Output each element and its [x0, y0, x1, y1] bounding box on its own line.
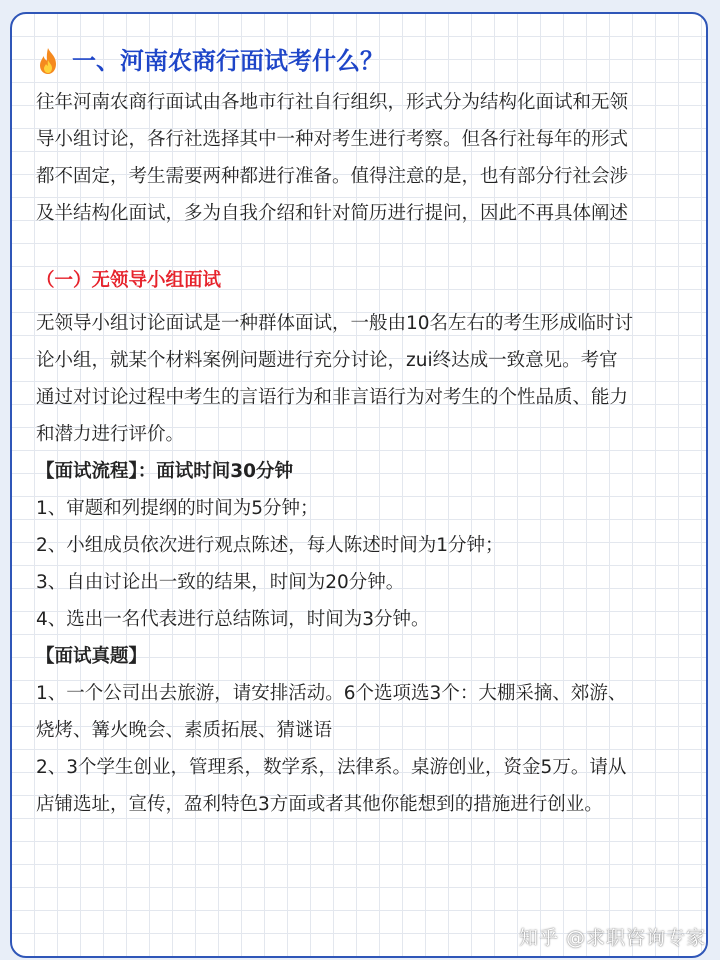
intro-line: 及半结构化面试，多为自我介绍和针对简历进行提问，因此不再具体阐述	[36, 203, 629, 224]
process-heading: 【面试流程】：面试时间30分钟	[36, 461, 293, 482]
article-content	[36, 44, 696, 823]
content-card	[10, 12, 708, 958]
description-line: 论小组，就某个材料案例问题进行充分讨论，zui终达成一致意见。考官	[36, 350, 618, 371]
question-line: 2、3个学生创业，管理系，数学系，法律系。桌游创业，资金5万。请从	[36, 757, 627, 778]
description-line: 通过对讨论过程中考生的言语行为和非言语行为对考生的个性品质、能力	[36, 387, 629, 408]
process-item: 1、审题和列提纲的时间为5分钟；	[36, 498, 319, 519]
description-line: 和潜力进行评价。	[36, 424, 185, 445]
subsection-title: （一）无领导小组面试	[36, 270, 222, 291]
intro-line: 导小组讨论，各行社选择其中一种对考生进行考察。但各行社每年的形式	[36, 129, 629, 150]
watermark: 知乎 @求职咨询专家	[518, 927, 706, 949]
process-item: 2、小组成员依次进行观点陈述，每人陈述时间为1分钟；	[36, 535, 504, 556]
questions-heading: 【面试真题】	[36, 646, 148, 667]
fire-icon	[36, 47, 60, 75]
process-item: 4、选出一名代表进行总结陈词，时间为3分钟。	[36, 609, 430, 630]
section-heading	[36, 44, 696, 78]
process-item: 3、自由讨论出一致的结果，时间为20分钟。	[36, 572, 405, 593]
intro-paragraph	[36, 84, 696, 232]
question-line: 店铺选址，宣传，盈利特色3方面或者其他你能想到的措施进行创业。	[36, 794, 603, 815]
intro-line: 往年河南农商行面试由各地市行社自行组织，形式分为结构化面试和无领	[36, 92, 629, 113]
description-line: 无领导小组讨论面试是一种群体面试，一般由10名左右的考生形成临时讨	[36, 313, 634, 334]
question-line: 1、一个公司出去旅游，请安排活动。6个选项选3个：大棚采摘、郊游、	[36, 683, 627, 704]
question-line: 烧烤、篝火晚会、素质拓展、猜谜语	[36, 720, 333, 741]
section-title: 一、河南农商行面试考什么？	[72, 47, 384, 75]
intro-line: 都不固定，考生需要两种都进行准备。值得注意的是，也有部分行社会涉	[36, 166, 629, 187]
description-paragraph	[36, 305, 696, 453]
